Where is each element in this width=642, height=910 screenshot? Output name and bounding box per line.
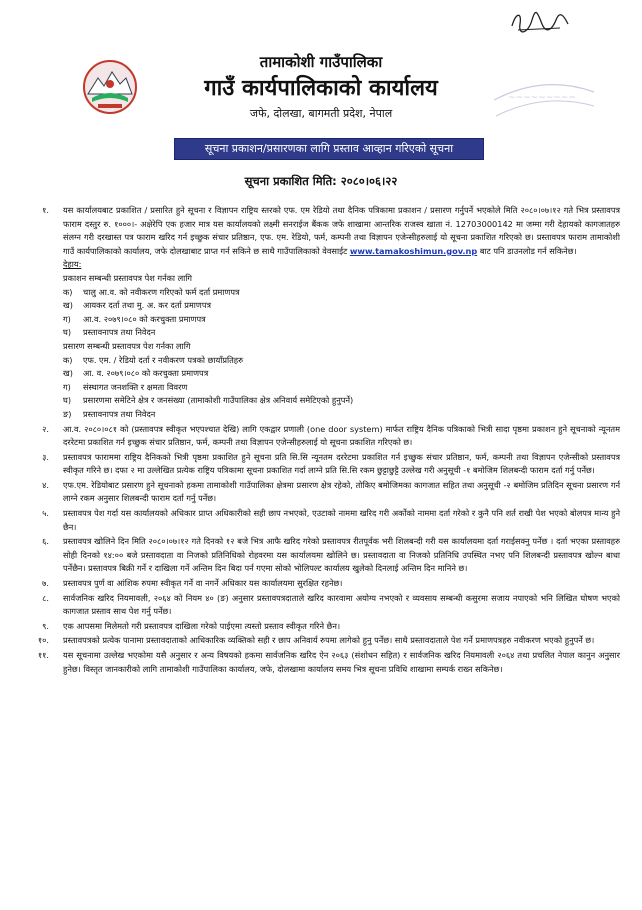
item-number: ७. bbox=[42, 578, 49, 589]
item-number: १. bbox=[42, 205, 49, 215]
item-text: प्रस्तावपत्र खोलिने दिन मिति २०८०।०७।१२ गते दिनको १२ बजे भित्र आफै खरिद गरेको प्रस्तावपत्र रीतपूर्वक भरी शिलबन्दी गरी यस कार्यालयमा दर्ता गराईसक्नु पर्नेछ । दर्ता भएका प्रस्तावहरु सोही दिनको १४:०० बजे प्रस्तावदाता वा निजको प्रतिनिधिको रोहवरमा यस कार्यालयमा खोलिने छ। प्रस्तावदाता वा निजको प्रतिनिधि उपस्थित नभए पनि शिलबन्दी प्रस्तावपत्र खोल्न बाधा पर्नेछैन। प्रस्तावपत्र बिक्री गर्ने र दाखिला गर्ने अन्तिम दिन बिदा पर्न गएमा सोको भोलिपल्ट कार्यालय खुलेको दिनलाई अन्तिम दिन मानिने छ। bbox=[63, 536, 620, 574]
list-item: ख) आयकर दर्ता तथा मु. अ. कर दर्ता प्रमाणपत्र bbox=[63, 300, 212, 311]
item-text: बाट पनि डाउनलोड गर्न सकिनेछ। bbox=[479, 245, 577, 256]
item-number: ९. bbox=[42, 620, 49, 631]
item-number: ८. bbox=[42, 592, 49, 603]
notice-item bbox=[28, 423, 620, 450]
municipality-name: तामाकोशी गाउँपालिका bbox=[259, 53, 383, 71]
list-item: ख) आ. व. २०७९।०८० को करचुक्ता प्रमाणपत्र bbox=[63, 368, 209, 379]
signature-mark bbox=[508, 8, 572, 38]
item-text: एक आपसमा मिलेमतो गरी प्रस्तावपत्र दाखिला गरेको पाईएमा त्यस्तो प्रस्ताव स्वीकृत गरिने छैन। bbox=[63, 620, 341, 631]
item-number: ११. bbox=[37, 650, 49, 660]
list-item: क) चालु आ.व. को नवीकरण गरिएको फर्म दर्ता प्रमाणपत्र bbox=[63, 286, 240, 297]
list-item: ग) संस्थागत जनशक्ति र क्षमता विवरण bbox=[63, 381, 188, 392]
svg-text:~~~~~~~~~: ~~~~~~~~~ bbox=[508, 93, 576, 103]
notice-item bbox=[28, 649, 620, 676]
notice-body bbox=[28, 204, 620, 677]
notice-item bbox=[28, 479, 620, 506]
list-item: ग) आ.व. २०७९।०८० को करचुक्ता प्रमाणपत्र bbox=[63, 313, 206, 324]
item-text: सार्वजनिक खरिद नियमावली, २०६४ को नियम ४० (ङ) अनुसार प्रस्तावपत्रदाताले खरिद कारवामा अयोग्य नभएको र व्यवसाय सम्बन्धी कसुरमा सजाय नपाएको भनि लिखित घोषण भएको कागजात प्रस्ताव साथ पेश गर्नु पर्नेछ। bbox=[63, 592, 620, 617]
item-text: प्रस्तावपत्र फाराममा राष्ट्रिय दैनिकको भित्री पृष्ठमा प्रकाशित हुने सूचना प्रति सि.सि न्यूनतम दररेटमा प्रकाशित गर्न इच्छुक संचार प्रतिष्ठान, फर्म, कम्पनी तथा विज्ञापन एजेन्सीको प्रस्तावपत्र स्वीकृत गरिने छ। दफा २ मा उल्लेखित प्रत्येक राष्ट्रिय पत्रिकामा सूचना प्रकाशित गर्दा लाग्ने प्रति सि.सि रकम छुट्टाछुट्टै उल्लेख गरी अनुसूची -१ बमोजिम शिलबन्दी फाराम दर्ता गर्नु पर्नेछ। bbox=[63, 451, 620, 476]
notice-item bbox=[28, 535, 620, 576]
item-number: ४. bbox=[42, 479, 49, 490]
notice-item bbox=[28, 620, 620, 634]
item-text: प्रस्तावपत्र पेश गर्दा यस कार्यालयको अधिकार प्राप्त अधिकारीको सही छाप नभएको, एउटाको नाममा खरिद गरी अर्कोको नाममा दर्ता गरेको र कुनै पनि शर्त राखी पेश भएको बोलपत्र मान्य हुने छैन। bbox=[63, 508, 620, 532]
item-text: प्रस्तावपत्र पुर्ण वा आंशिक रुपमा स्वीकृत गर्ने वा नगर्ने अधिकार यस कार्यालयमा सुरक्षित रहनेछ। bbox=[63, 578, 343, 589]
broadcast-heading: प्रसारण सम्बन्धी प्रस्तावपत्र पेश गर्नका लागि bbox=[63, 340, 191, 351]
notice-item bbox=[28, 634, 620, 648]
office-title: गाउँ कार्यपालिकाको कार्यालय bbox=[204, 76, 438, 101]
item-text: आ.व. २०८०।०८१ को (प्रस्तावपत्र स्वीकृत भएपश्चात देखि) लागि एकद्वार प्रणाली (one door system) मार्फत राष्ट्रिय दैनिक पत्रिकाको भित्री सादा पृष्ठमा प्रकाशन हुने सूचनाको न्यूनतम दररेटमा प्रकाशित गर्न इच्छुक संचार प्रतिष्ठान, फर्म, कम्पनी तथा विज्ञापन एजेन्सीहरुलाई यो सूचना प्रकाशित गरिएको छ। bbox=[63, 423, 620, 448]
item-text: एफ.एम. रेडियोबाट प्रसारण हुने सूचनाको हकमा तामाकोशी गाउँपालिका क्षेत्रमा प्रसारण क्षेत्र रहेको, तोकिए बमोजिमका कागजात सहित तथा अनुसूची -२ बमोजिम प्रतिदिन सूचना प्रसारण गर्न लाग्ने रकम अनुसार शिलबन्दी फाराम दर्ता गर्नु पर्नेछ। bbox=[63, 479, 620, 504]
item-text: यस सूचनामा उल्लेख भएकोमा यसै अनुसार र अन्य विषयको हकमा सार्वजनिक खरिद ऐन २०६३ (संशोधन सहित) र सार्वजनिक खरिद नियमावली २०६४ तथा प्रचलित नेपाल कानुन अनुसार हुनेछ। विस्तृत जानकारीको लागि तामाकोशी गाउँपालिका कार्यालय, जफे, दोलखामा कार्यालय समय भित्र सूचना प्रविधि शाखामा सम्पर्क राख्न सकिनेछ। bbox=[63, 650, 620, 674]
notice-item bbox=[28, 451, 620, 478]
item-number: ६. bbox=[42, 536, 49, 547]
list-item: क) एफ. एम. / रेडियो दर्ता र नवीकरण पत्रको छायाँप्रतिहरु bbox=[63, 354, 244, 365]
office-address: जफे, दोलखा, बागमती प्रदेश, नेपाल bbox=[249, 107, 393, 120]
notice-item bbox=[28, 507, 620, 534]
list-item: घ) प्रसारणमा समेटिने क्षेत्र र जनसंख्या (तामाकोशी गाउँपालिका क्षेत्र अनिवार्य समेटिएको हुनुपर्ने) bbox=[63, 395, 354, 406]
item-number: ३. bbox=[42, 451, 49, 462]
published-date: सूचना प्रकाशित मिति: २०८०।०६।२२ bbox=[244, 174, 398, 188]
notice-banner: सूचना प्रकाशन/प्रसारणका लागि प्रस्ताव आव्हान गरिएको सूचना bbox=[174, 138, 484, 160]
publication-heading: प्रकाशन सम्बन्धी प्रस्तावपत्र पेश गर्नका लागि bbox=[63, 272, 193, 283]
list-item: घ) प्रस्तावनापत्र तथा निवेदन bbox=[63, 327, 156, 338]
item-number: २. bbox=[42, 423, 49, 434]
notice-item bbox=[28, 592, 620, 619]
dehay-heading: देहाय: bbox=[63, 259, 82, 270]
item-number: १०. bbox=[37, 635, 49, 646]
list-item: ङ) प्रस्तावनापत्र तथा निवेदन bbox=[63, 408, 156, 419]
website-link[interactable]: www.tamakoshimun.gov.np bbox=[349, 245, 478, 256]
item-text: यस कार्यालयबाट प्रकाशित / प्रसारित हुने सूचना र विज्ञापन राष्ट्रिय स्तरको एफ. एम रेडियो तथा दैनिक पत्रिकामा प्रकाशन / प्रसारण गर्नुपर्ने भएकोले मिति २०८०।०७।१२ गते भित्र प्रस्तावपत्र फाराम दस्तुर रु. १०००।- अक्षेरेपि एक हजार मात्र यस कार्यालयको लक्ष्मी सनराईज बैंकक जफे शाखामा आन्तरिक राजस्व खाता नं. 12703000142 मा जम्मा गरी देहायको कागजातहरु संलग्न गरी दरखास्त पत्र फाराम खरिद गर्न इच्छुक संचार प्रतिष्ठान, एफ. एम. रेडियो, फर्म, कम्पनी तथा विज्ञापन एजेन्सीहरुलाई यो सूचना प्रकाशित गरिएको छ। प्रस्तावपत्र फाराम तामाकोशी गाउँ कार्यपालिकाको कार्यालय, जफे दोलखाबाट प्राप्त गर्न सकिने छ साथै गाउँपालिकाको वेवसाईट bbox=[63, 205, 620, 256]
item-number: ५. bbox=[42, 508, 49, 519]
item-text: प्रस्तावपत्रको प्रत्येक पानामा प्रस्तावदाताको आधिकारिक व्यक्तिको सही र छाप अनिवार्य रुपमा लागेको हुनु पर्नेछ। साथै प्रस्तावदाताले पेश गर्ने प्रमाणपत्रहरु नवीकरण भएको हुनुपर्ने छ। bbox=[63, 635, 595, 646]
notice-item bbox=[28, 204, 620, 422]
notice-item bbox=[28, 577, 620, 591]
